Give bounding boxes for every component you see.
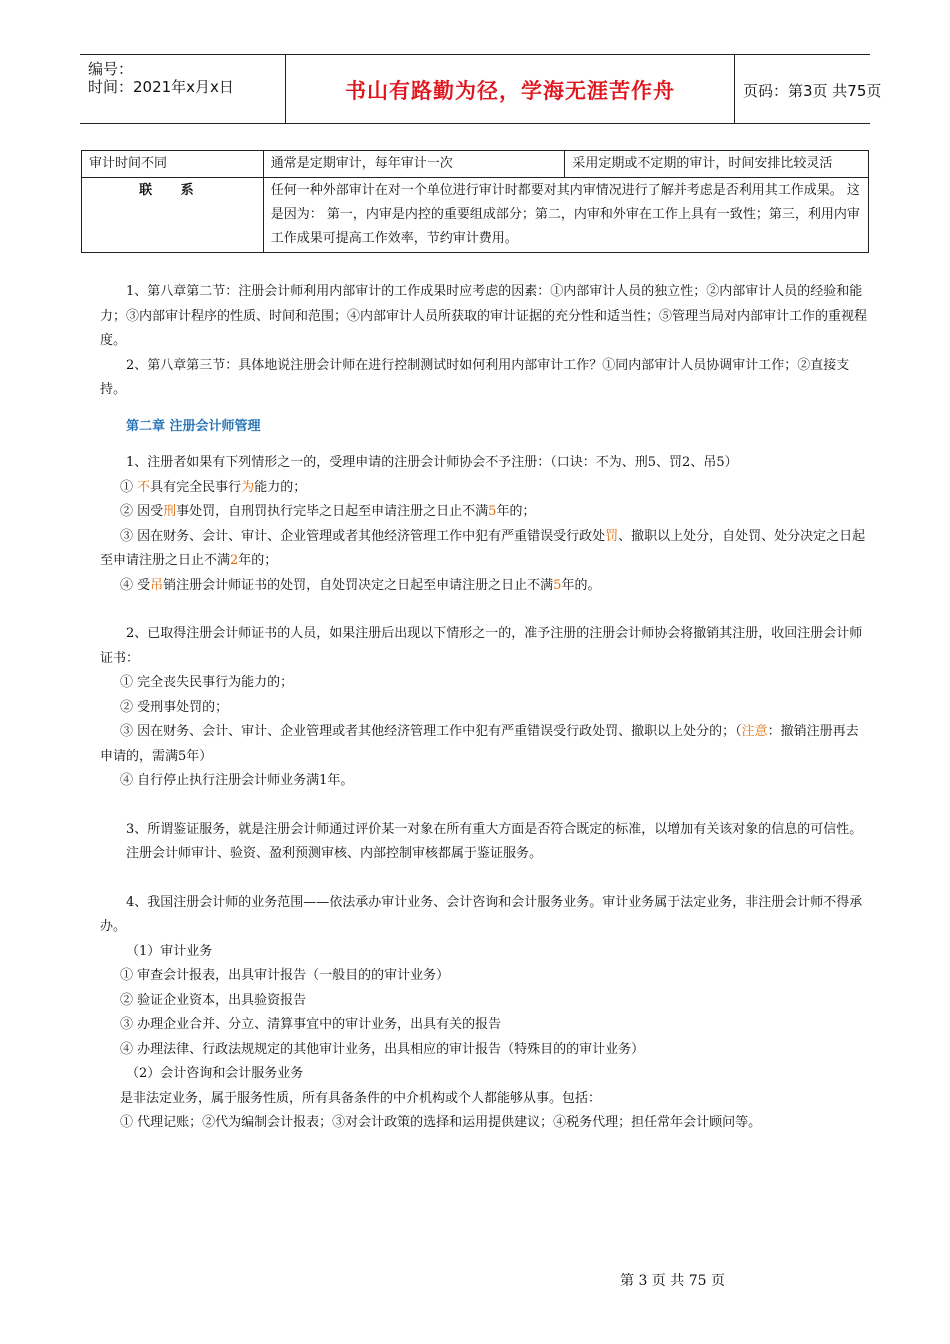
highlight-text: 罚 xyxy=(605,528,619,544)
list-item: ① 完全丧失民事行为能力的； xyxy=(120,675,294,690)
list-item: ③ 因在财务、会计、审计、企业管理或者其他经济管理工作中犯有严重错误受行政处罚、撤职以上处分，自处罚、处分决定之日起至申请注册之日止不满2年的； xyxy=(100,528,866,568)
paragraph: 是非法定业务，属于服务性质，所有具备条件的中介机构或个人都能够从事。包括： xyxy=(120,1090,602,1106)
paragraph: 4、我国注册会计师的业务范围——依法承办审计业务、会计咨询和会计服务业务。审计业务属于法定业务，非注册会计师不得承办。 xyxy=(100,894,863,934)
highlight-text: 不 xyxy=(137,479,151,495)
table-cell-external: 采用定期或不定期的审计，时间安排比较灵活 xyxy=(565,151,869,178)
subheading: （1）审计业务 xyxy=(126,943,213,959)
list-item: ① 审查会计报表，出具审计报告（一般目的的审计业务） xyxy=(120,968,450,983)
chapter-heading: 第二章 注册会计师管理 xyxy=(126,418,261,434)
highlight-text: 为 xyxy=(241,479,255,495)
list-item: ② 受刑事处罚的； xyxy=(120,699,229,715)
table-cell-relation: 任何一种外部审计在对一个单位进行审计时都要对其内审情况进行了解并考虑是否利用其工作成果。 这是因为： 第一，内审是内控的重要组成部分；第二，内审和外审在工作上具有一致性；第三，利用内审工作成果可提高工作效率，节约审计费用。 xyxy=(263,178,868,253)
page-footer: 第 3 页 共 75 页 xyxy=(620,1273,725,1289)
header-meta xyxy=(80,55,285,128)
list-item: ④ 办理法律、行政法规规定的其他审计业务，出具相应的审计报告（特殊目的的审计业务） xyxy=(120,1041,645,1057)
header-motto: 书山有路勤为径，学海无涯苦作舟 xyxy=(345,79,675,103)
paragraph: 2、已取得注册会计师证书的人员，如果注册后出现以下情形之一的，准予注册的注册会计师协会将撤销其注册，收回注册会计师证书： xyxy=(100,626,863,666)
table-cell-internal: 通常是定期审计，每年审计一次 xyxy=(263,151,565,178)
list-item: ① 不具有完全民事行为能力的； xyxy=(120,479,307,495)
document-body xyxy=(100,280,870,1136)
paragraph: 1、第八章第二节：注册会计师利用内部审计的工作成果时应考虑的因素：①内部审计人员的独立性；②内部审计人员的经验和能力；③内部审计程序的性质、时间和范围；④内部审计人员所获取的审计证据的充分性和适当性；⑤管理当局对内部审计工作的重视程度。 xyxy=(100,284,868,348)
header-motto-cell xyxy=(285,55,735,123)
highlight-text: 刑 xyxy=(163,504,177,519)
list-item: ③ 办理企业合并、分立、清算事宜中的审计业务，出具有关的报告 xyxy=(120,1017,502,1032)
paragraph: 3、所谓鉴证服务，就是注册会计师通过评价某一对象在所有重大方面是否符合既定的标准，以增加有关该对象的信息的可信性。 xyxy=(126,821,863,837)
list-item: ④ 受吊销注册会计师证书的处罚，自处罚决定之日起至申请注册之日止不满5年的。 xyxy=(120,577,601,593)
list-item: ④ 自行停止执行注册会计师业务满1年。 xyxy=(120,773,354,788)
audit-comparison-table xyxy=(81,150,869,253)
table-row xyxy=(82,151,869,178)
header-page-number: 页码：第3页 共75页 xyxy=(743,82,882,100)
list-item: ② 验证企业资本，出具验资报告 xyxy=(120,992,307,1008)
page-header xyxy=(80,54,882,124)
paragraph: 2、第八章第三节：具体地说注册会计师在进行控制测试时如何利用内部审计工作？①同内部审计人员协调审计工作；②直接支持。 xyxy=(100,357,850,397)
list-item: ② 因受刑事处罚，自刑罚执行完毕之日起至申请注册之日止不满5年的； xyxy=(120,504,536,519)
paragraph: 注册会计师审计、验资、盈利预测审核、内部控制审核都属于鉴证服务。 xyxy=(126,846,543,861)
header-page-cell xyxy=(733,55,882,123)
document-number-label: 编号： xyxy=(88,60,134,78)
paragraph: 1、注册者如果有下列情形之一的，受理申请的注册会计师协会不予注册：（口诀：不为、刑5、罚2、吊5） xyxy=(126,455,738,470)
document-date-label: 时间：2021年x月x日 xyxy=(88,78,234,96)
highlight-text: 吊 xyxy=(150,577,164,593)
list-item: ① 代理记账；②代为编制会计报表；③对会计政策的选择和运用提供建议；④税务代理；担任常年会计顾问等。 xyxy=(120,1115,762,1130)
highlight-text: 2 xyxy=(230,553,239,568)
highlight-text: 注意 xyxy=(741,724,768,739)
highlight-text: 5 xyxy=(488,504,497,519)
table-cell-label: 审计时间不同 xyxy=(82,151,264,178)
highlight-text: 5 xyxy=(553,577,562,593)
subheading: （2）会计咨询和会计服务业务 xyxy=(126,1066,304,1081)
table-cell-label: 联 系 xyxy=(82,178,264,253)
list-item: ③ 因在财务、会计、审计、企业管理或者其他经济管理工作中犯有严重错误受行政处罚、撤职以上处分的；（注意：撤销注册再去申请的，需满5年） xyxy=(100,724,859,764)
table-row xyxy=(82,178,869,253)
